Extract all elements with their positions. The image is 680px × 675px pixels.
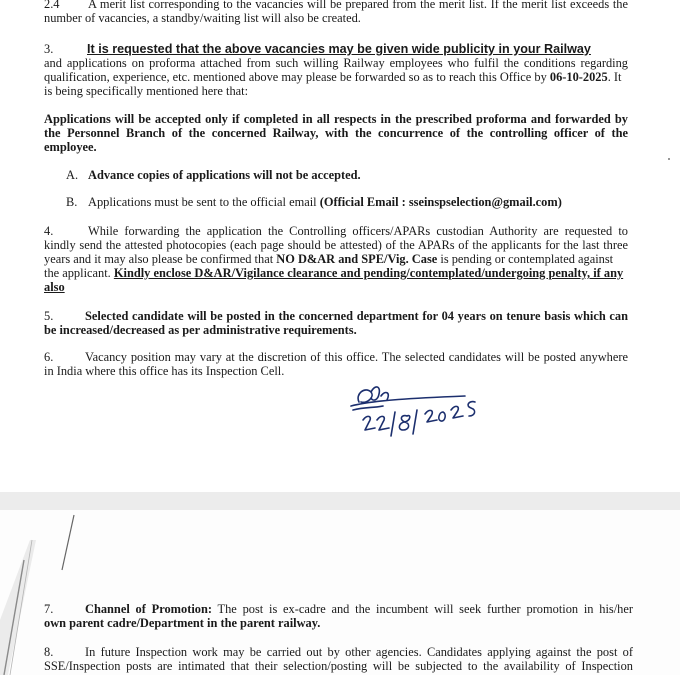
para-7-line1: [85, 602, 633, 616]
document-page-2: [0, 510, 680, 675]
para-4-line3-a: years and it may also please be confirmed that: [44, 252, 274, 266]
handwritten-signature: [345, 380, 495, 440]
para-4-clearance-note: Kindly enclose D&AR/Vigilance clearance and pending/contemplated/undergoing penalty, if any: [113, 266, 624, 280]
para-4-line3: [44, 252, 613, 266]
para-5-line1: Selected candidate will be posted in the concerned department for 04 years on tenure basis which can: [85, 309, 628, 323]
para-3-number: 3.: [44, 42, 54, 56]
para-3-heading: It is requested that the above vacancies may be given wide publicity in your Railway: [87, 42, 591, 56]
para-5-line2: be increased/decreased as per administrative requirements.: [44, 323, 357, 337]
para-4-line3-b: NO D&AR and SPE/Vig.: [276, 252, 409, 266]
para-4-line3-c: Case: [411, 252, 438, 266]
notice-line1: Applications will be accepted only if completed in all respects in the prescribed proforma and forwarded by: [44, 112, 628, 126]
notice-line2: the Personnel Branch of the concerned Railway, with the concurrence of the controlling officer of the: [44, 126, 628, 140]
para-4-line4: [44, 266, 623, 280]
para-4-line5: also: [44, 280, 65, 294]
para-6-line2: in India where this office has its Inspection Cell.: [44, 364, 285, 378]
official-email: (Official Email : sseinspselection@gmail.com): [319, 195, 562, 209]
para-2-4-line2: number of vacancies, a standby/waiting list will also be created.: [44, 11, 361, 25]
notice-line3: employee.: [44, 140, 97, 154]
scan-speck: [668, 158, 670, 160]
para-3-line3-text: qualification, experience, etc. mentioned above may please be forwarded so as to reach this Office by: [44, 70, 547, 84]
para-7-label: Channel of Promotion:: [85, 602, 212, 616]
page-separator: [0, 492, 680, 510]
list-item-a-marker: A.: [66, 168, 79, 182]
para-4-line2: kindly send the attested photocopies (each page should be attested) of the APARs of the applicants for the last three: [44, 238, 628, 252]
list-item-b-label: Applications must be sent to the official email: [88, 195, 317, 209]
para-6-number: 6.: [44, 350, 54, 364]
para-4-line1: While forwarding the application the Controlling officers/APARs custodian Authority are requested to: [88, 224, 628, 238]
para-5-number: 5.: [44, 309, 54, 323]
list-item-b-text: [88, 195, 562, 209]
deadline-date: 06-10-2025: [549, 70, 608, 84]
para-3-line2: and applications on proforma attached from such willing Railway employees who fulfil the conditions regarding: [44, 56, 628, 70]
para-7-line1-text: The post is ex-cadre and the incumbent will seek further promotion in his/her: [217, 602, 634, 616]
para-4-number: 4.: [44, 224, 54, 238]
para-3-line4: is being specifically mentioned here that:: [44, 84, 249, 98]
para-4-line3-d: is pending or contemplated against: [440, 252, 614, 266]
para-3-line3-tail: . It: [607, 70, 622, 84]
list-item-a-text: Advance copies of applications will not be accepted.: [88, 168, 361, 182]
para-6-line1: Vacancy position may vary at the discretion of this office. The selected candidates will be posted anywhere: [85, 350, 628, 364]
list-item-b-marker: B.: [66, 195, 78, 209]
para-4-line4-a: the applicant.: [44, 266, 111, 280]
para-3-line3: [44, 70, 621, 84]
para-2-4-line1: A merit list corresponding to the vacancies will be prepared from the merit list. If the merit list exceeds the: [88, 0, 628, 11]
para-8-number: 8.: [44, 645, 54, 659]
para-7-number: 7.: [44, 602, 54, 616]
para-2-4-number: 2.4: [44, 0, 60, 11]
para-8-line1: In future Inspection work may be carried out by other agencies. Candidates applying against the post of: [85, 645, 633, 659]
para-8-line2: SSE/Inspection posts are intimated that their selection/posting will be subjected to the availability of Inspection: [44, 659, 633, 673]
para-7-line2: own parent cadre/Department in the parent railway.: [44, 616, 321, 630]
